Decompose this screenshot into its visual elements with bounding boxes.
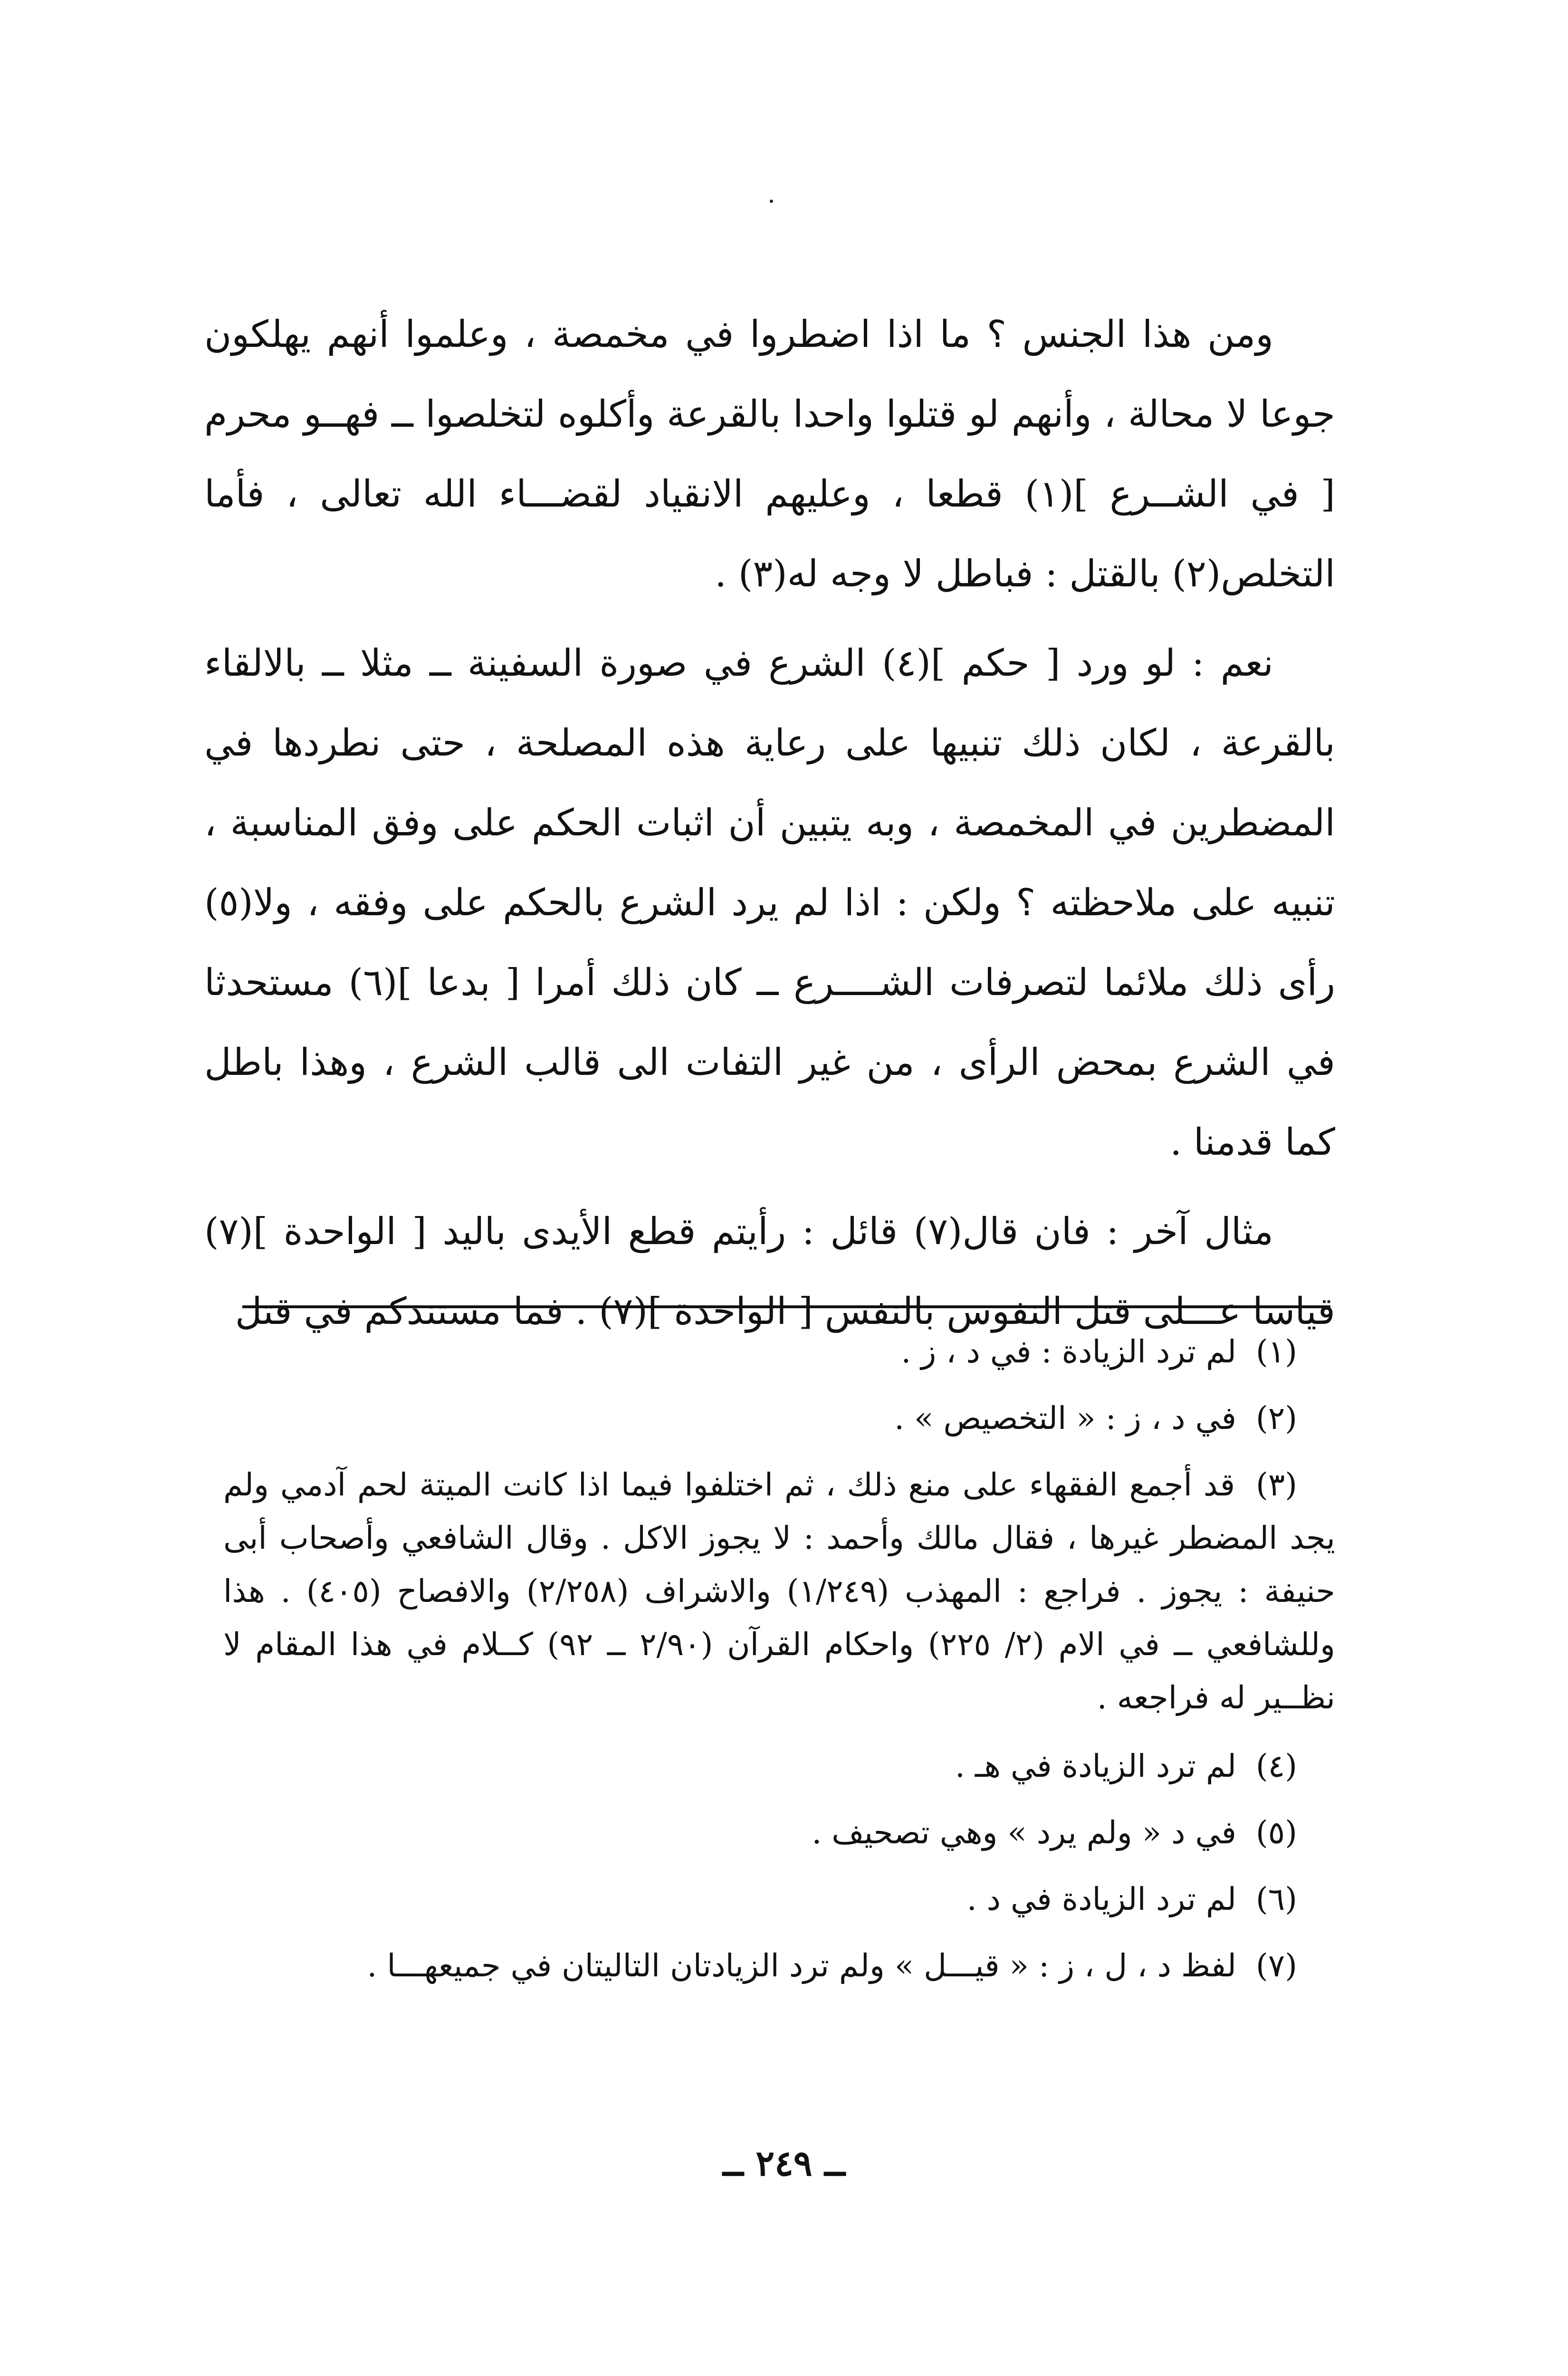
- footnote-1: [223, 1319, 1335, 1385]
- footnotes-section: [223, 1319, 1335, 2001]
- paper-speck: [770, 200, 773, 203]
- footnote-number: (٥): [1256, 1814, 1297, 1851]
- footnote-4: [223, 1733, 1335, 1800]
- footnote-separator-line: [242, 1305, 1330, 1308]
- footnote-number: (٧): [1256, 1947, 1297, 1984]
- footnote-text: لم ترد الزيادة في د .: [966, 1881, 1237, 1917]
- footnote-number: (٣): [1256, 1466, 1298, 1503]
- footnote-text: في د ، ز : « التخصيص » .: [894, 1400, 1237, 1437]
- footnote-number: (٢): [1256, 1400, 1297, 1437]
- page-number: ــ ٢٤٩ ــ: [723, 2143, 845, 2184]
- footnote-number: (٦): [1256, 1881, 1297, 1917]
- footnote-text: لم ترد الزيادة : في د ، ز .: [901, 1333, 1237, 1370]
- footnote-number: (٤): [1256, 1748, 1297, 1784]
- paragraph-2: نعم : لو ورد [ حكم ](٤) الشرع في صورة السفينة ــ مثلا ــ بالالقاء بالقرعة ، لكان ذلك تنبيها على رعاية هذه المصلحة ، حتى نطردها في المضطرين في المخمصة ، وبه يتبين أن اثبات الحكم على وفق المناسبة ، تنبيه على ملاحظته ؟ ولكن : اذا لم يرد الشرع بالحكم على وفقه ، ولا(٥) رأى ذلك ملائما لتصرفات الشــــرع ــ كان ذلك أمرا [ بدعا ](٦) مستحدثا في الشرع بمحض الرأى ، من غير التفات الى قالب الشرع ، وهذا باطل كما قدمنا .: [204, 642, 1335, 1164]
- footnote-2: [223, 1385, 1335, 1452]
- main-text-body: [204, 295, 1335, 1361]
- paragraph-3: مثال آخر : فان قال(٧) قائل : رأيتم قطع الأيدى باليد [ الواحدة ](٧) قياسا عـــلى قتل النفوس بالنفس [ الواحدة ](٧) . فما مستندكم في قتل: [204, 1210, 1335, 1333]
- footnote-5: [223, 1800, 1335, 1866]
- footnote-7: [223, 1939, 1335, 1993]
- footnote-text: في د « ولم يرد » وهي تصحيف .: [812, 1814, 1237, 1851]
- footnote-number: (١): [1256, 1333, 1297, 1370]
- footnote-6: [223, 1866, 1335, 1933]
- footnote-text: لفظ د ، ل ، ز : « قيـــل » ولم ترد الزيادتان التاليتان في جميعهـــا .: [367, 1947, 1237, 1984]
- footnote-text: قد أجمع الفقهاء على منع ذلك ، ثم اختلفوا فيما اذا كانت الميتة لحم آدمي ولم يجد المضطر غيرها ، فقال مالك وأحمد : لا يجوز الاكل . وقال الشافعي وأصحاب أبى حنيفة : يجوز . فراجع : المهذب (١/٢٤٩) والاشراف (٢/٢٥٨) والافصاح (٤٠٥) . هذا وللشافعي ــ في الام (٢/ ٢٢٥) واحكام القرآن (٢/٩٠ ــ ٩٢) كــلام في هذا المقام لا نظــير له فراجعه .: [223, 1466, 1335, 1716]
- paragraph-1: ومن هذا الجنس ؟ ما اذا اضطروا في مخمصة ، وعلموا أنهم يهلكون جوعا لا محالة ، وأنهم لو قتلوا واحدا بالقرعة وأكلوه لتخلصوا ــ فهــو محرم [ في الشــرع ](١) قطعا ، وعليهم الانقياد لقضـــاء الله تعالى ، فأما التخلص(٢) بالقتل : فباطل لا وجه له(٣) .: [204, 313, 1335, 595]
- footnote-text: لم ترد الزيادة في هـ .: [955, 1748, 1237, 1784]
- footnote-3: [223, 1458, 1335, 1725]
